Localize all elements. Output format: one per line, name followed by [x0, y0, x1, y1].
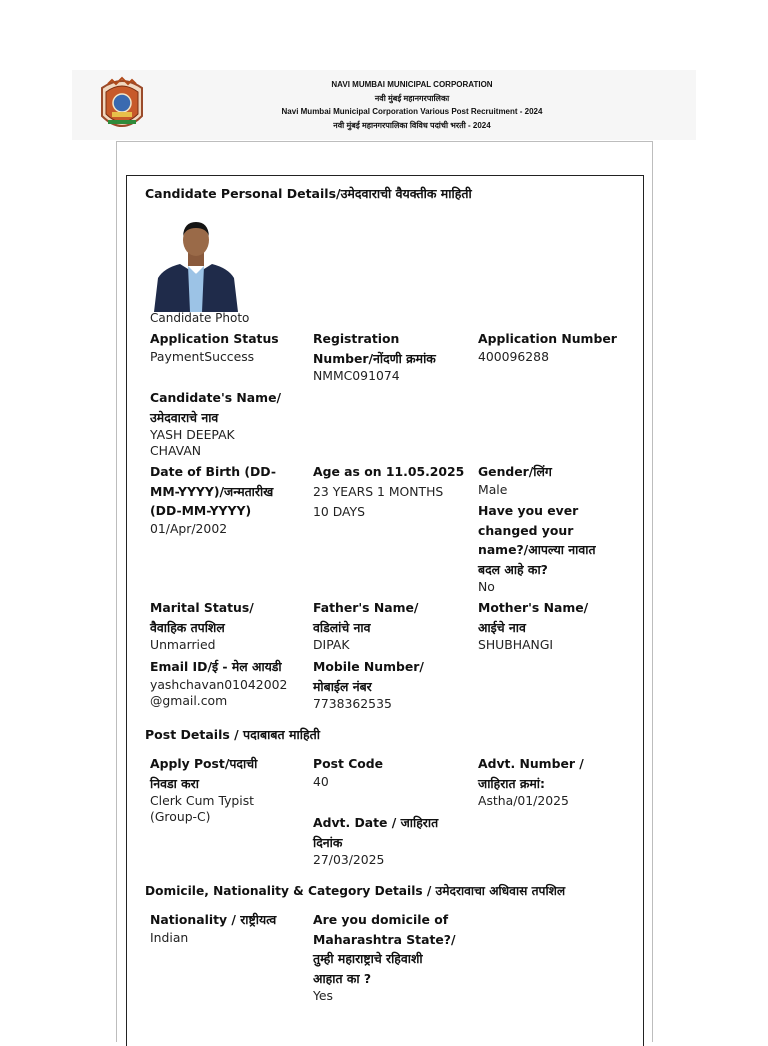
application-number-value: 400096288	[478, 348, 549, 364]
father-name-field	[313, 598, 468, 653]
advt-date-label-2: दिनांक	[313, 834, 343, 850]
candidate-name-value-2: CHAVAN	[150, 443, 202, 458]
registration-number-field	[313, 329, 468, 384]
domicile-label-2: Maharashtra State?/	[313, 931, 456, 947]
advt-number-label-1: Advt. Number /	[478, 756, 584, 771]
registration-number-label-1: Registration	[313, 331, 400, 346]
apply-post-label-1: Apply Post/पदाची	[150, 756, 258, 771]
domicile-label-4: आहात का ?	[313, 970, 372, 986]
domicile-value: Yes	[313, 988, 334, 1003]
advt-date-field	[313, 813, 468, 868]
dob-field	[150, 462, 300, 537]
name-changed-label-3: name?/आपल्या नावात	[478, 542, 596, 557]
domicile-field	[313, 910, 483, 1004]
name-changed-field	[478, 501, 628, 595]
domicile-details-title: Domicile, Nationality & Category Details / उमेदरावाचा अधिवास तपशिल	[145, 884, 566, 898]
header-line-2: नवी मुंबई महानगरपालिका	[374, 93, 450, 103]
mobile-label-2: मोबाईल नंबर	[313, 678, 372, 694]
header-text	[192, 78, 632, 132]
name-changed-label-1: Have you ever	[478, 503, 579, 518]
post-code-field	[313, 754, 468, 790]
nationality-label: Nationality / राष्ट्रीयत्व	[150, 912, 277, 927]
mother-name-field	[478, 598, 628, 653]
mother-name-label-2: आईचे नाव	[478, 619, 526, 635]
candidate-name-label-2: उमेदवाराचे नाव	[150, 409, 219, 425]
marital-status-field	[150, 598, 300, 653]
name-changed-label-4: बदल आहे का?	[478, 561, 548, 577]
mobile-label-1: Mobile Number/	[313, 659, 424, 674]
age-label: Age as on 11.05.2025	[313, 464, 465, 479]
corporation-emblem-icon	[98, 76, 146, 134]
registration-number-value: NMMC091074	[313, 368, 400, 383]
post-code-value: 40	[313, 773, 329, 789]
dob-label-1: Date of Birth (DD-	[150, 464, 276, 479]
application-number-field	[478, 329, 628, 365]
father-name-label-1: Father's Name/	[313, 600, 419, 615]
header-line-1: NAVI MUMBAI MUNICIPAL CORPORATION	[331, 80, 493, 89]
apply-post-value-1: Clerk Cum Typist	[150, 793, 255, 808]
dob-value: 01/Apr/2002	[150, 520, 228, 536]
father-name-value: DIPAK	[313, 637, 350, 652]
post-details-title: Post Details / पदाबाबत माहिती	[145, 727, 320, 742]
header-line-3: Navi Mumbai Municipal Corporation Various Post Recruitment - 2024	[281, 107, 543, 116]
header-line-4: नवी मुंबई महानगरपालिका विविध पदांची भरती - 2024	[333, 120, 491, 130]
advt-date-value: 27/03/2025	[313, 852, 385, 867]
apply-post-label-2: निवडा करा	[150, 775, 199, 791]
domicile-label-3: तुम्ही महाराष्ट्राचे रहिवाशी	[313, 951, 423, 966]
nationality-value: Indian	[150, 929, 189, 945]
application-status-value: PaymentSuccess	[150, 348, 255, 364]
registration-number-label-2: Number/नोंदणी क्रमांक	[313, 350, 436, 366]
gender-field	[478, 462, 628, 498]
name-changed-label-2: changed your	[478, 522, 574, 538]
gender-value: Male	[478, 481, 508, 497]
domicile-label-1: Are you domicile of	[313, 912, 449, 927]
post-code-label: Post Code	[313, 756, 384, 771]
header-banner	[72, 70, 696, 140]
marital-status-label-1: Marital Status/	[150, 600, 254, 615]
age-field	[313, 462, 468, 522]
candidate-name-value-1: YASH DEEPAK	[150, 427, 235, 442]
dob-label-3: (DD-MM-YYYY)	[150, 503, 252, 518]
age-value-2: 10 DAYS	[313, 503, 365, 519]
advt-number-field	[478, 754, 628, 809]
father-name-label-2: वडिलांचे नाव	[313, 619, 371, 635]
application-status-label: Application Status	[150, 331, 279, 346]
nationality-field	[150, 910, 300, 946]
mobile-value: 7738362535	[313, 696, 392, 711]
marital-status-label-2: वैवाहिक तपशिल	[150, 619, 225, 635]
candidate-name-label-1: Candidate's Name/	[150, 390, 282, 405]
personal-details-title: Candidate Personal Details/उमेदवाराची वैयक्तीक माहिती	[145, 186, 472, 201]
dob-label-2: MM-YYYY)/जन्मतारीख	[150, 483, 274, 499]
advt-date-label-1: Advt. Date / जाहिरात	[313, 815, 439, 830]
candidate-photo	[150, 216, 242, 312]
email-label: Email ID/ई - मेल आयडी	[150, 659, 282, 674]
gender-label: Gender/लिंग	[478, 464, 552, 479]
application-number-label: Application Number	[478, 331, 617, 346]
apply-post-value-2: (Group-C)	[150, 809, 211, 824]
mother-name-value: SHUBHANGI	[478, 637, 554, 652]
email-value-1: yashchavan01042002	[150, 676, 288, 692]
age-value-1: 23 YEARS 1 MONTHS	[313, 483, 444, 499]
email-field	[150, 657, 300, 709]
application-status-field	[150, 329, 300, 365]
email-value-2: @gmail.com	[150, 692, 228, 708]
mother-name-label-1: Mother's Name/	[478, 600, 589, 615]
advt-number-value: Astha/01/2025	[478, 793, 569, 808]
advt-number-label-2: जाहिरात क्रमां:	[478, 775, 545, 791]
apply-post-field	[150, 754, 300, 825]
candidate-name-field	[150, 388, 300, 459]
photo-caption: Candidate Photo	[150, 311, 250, 325]
mobile-field	[313, 657, 468, 712]
name-changed-value: No	[478, 579, 495, 594]
marital-status-value: Unmarried	[150, 637, 216, 652]
